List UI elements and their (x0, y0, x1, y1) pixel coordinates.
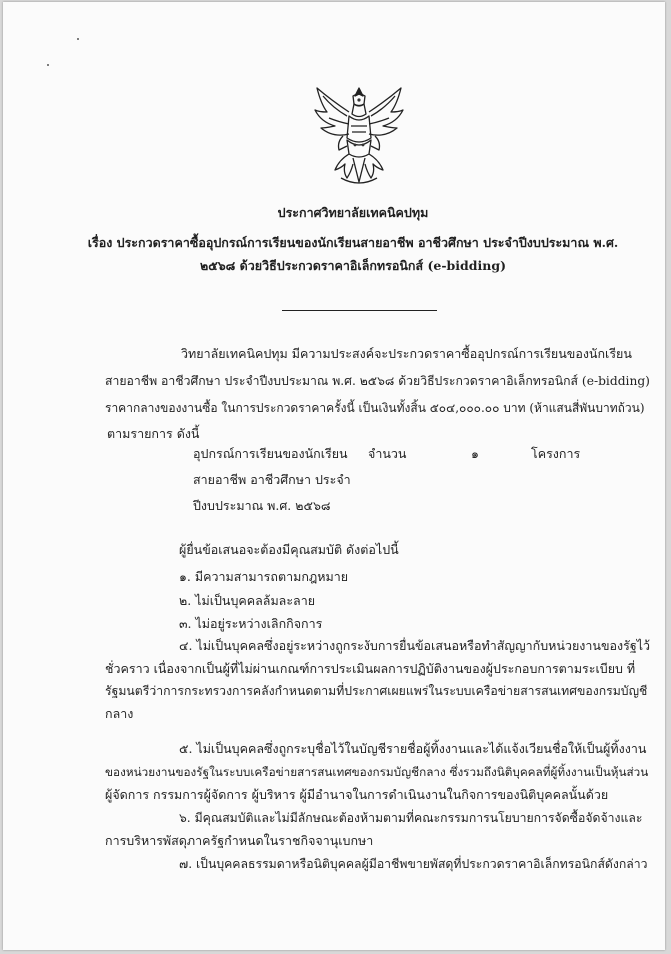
garuda-emblem-icon (311, 82, 407, 190)
item-name-line-1: อุปกรณ์การเรียนของนักเรียน (193, 446, 348, 461)
qualification-6-line-2: การบริหารพัสดุภาครัฐกำหนดในราชกิจจานุเบกษา (105, 833, 374, 848)
qualification-2: ๒. ไม่เป็นบุคคลล้มละลาย (179, 593, 316, 608)
intro-line-2: สายอาชีพ อาชีวศึกษา ประจำปีงบประมาณ พ.ศ. ๒๕๖๘ ด้วยวิธีประกวดราคาอิเล็กทรอนิกส์ (e-bidding) (105, 374, 650, 388)
org-title: ประกาศวิทยาลัยเทคนิคปทุม (277, 205, 429, 220)
scan-speck (47, 64, 49, 66)
item-name-line-3: ปีงบประมาณ พ.ศ. ๒๕๖๘ (193, 498, 331, 513)
item-name-line-2: สายอาชีพ อาชีวศึกษา ประจำ (193, 472, 351, 487)
intro-line-3: ราคากลางของงานซื้อ ในการประกวดราคาครั้งนี้ เป็นเงินทั้งสิ้น ๕๐๔,๐๐๐.๐๐ บาท (ห้าแสนสี่พันบาทถ้วน) (105, 401, 645, 415)
qualifications-heading: ผู้ยื่นข้อเสนอจะต้องมีคุณสมบัติ ดังต่อไปนี้ (179, 542, 399, 557)
item-unit: โครงการ (531, 446, 581, 461)
intro-line-4: ตามรายการ ดังนี้ (107, 426, 200, 441)
qualification-6-line-1: ๖. มีคุณสมบัติและไม่มีลักษณะต้องห้ามตามที่คณะกรรมการนโยบายการจัดซื้อจัดจ้างและ (179, 811, 643, 825)
qualification-5-line-3: ผู้จัดการ กรรมการผู้จัดการ ผู้บริหาร ผู้มีอำนาจในการดำเนินงานในกิจการของนิติบุคคลนั้นด้วย (105, 787, 609, 802)
qualification-4-line-2: ชั่วคราว เนื่องจากเป็นผู้ที่ไม่ผ่านเกณฑ์การประเมินผลการปฏิบัติงานของผู้ประกอบการตามระเบียบ ที่ (105, 661, 636, 676)
subject-line-1: เรื่อง ประกวดราคาซื้ออุปกรณ์การเรียนของนักเรียนสายอาชีพ อาชีวศึกษา ประจำปีงบประมาณ พ.ศ. (87, 235, 619, 250)
qualification-7: ๗. เป็นบุคคลธรรมดาหรือนิติบุคคลผู้มีอาชีพขายพัสดุที่ประกวดราคาอิเล็กทรอนิกส์ดังกล่าว (179, 857, 648, 871)
item-quantity-value: ๑ (471, 446, 479, 461)
qualification-3: ๓. ไม่อยู่ระหว่างเลิกกิจการ (179, 616, 323, 631)
subject-line-2: ๒๕๖๘ ด้วยวิธีประกวดราคาอิเล็กทรอนิกส์ (e-bidding) (200, 258, 506, 273)
document-page (3, 2, 665, 950)
title-divider (282, 310, 437, 311)
scan-speck (77, 38, 79, 40)
qualification-4-line-3: รัฐมนตรีว่าการกระทรวงการคลังกำหนดตามที่ประกาศเผยแพร่ในระบบเครือข่ายสารสนเทศของกรมบัญชี (105, 684, 648, 698)
qualification-5-line-1: ๕. ไม่เป็นบุคคลซึ่งถูกระบุชื่อไว้ในบัญชีรายชื่อผู้ทิ้งงานและได้แจ้งเวียนชื่อให้เป็นผู้ทิ้งงาน (179, 741, 647, 756)
qualification-1: ๑. มีความสามารถตามกฎหมาย (179, 569, 349, 584)
qualification-4-line-4: กลาง (105, 706, 134, 721)
qualification-4-line-1: ๔. ไม่เป็นบุคคลซึ่งอยู่ระหว่างถูกระงับการยื่นข้อเสนอหรือทำสัญญากับหน่วยงานของรัฐไว้ (179, 638, 651, 653)
item-quantity-label: จำนวน (368, 446, 407, 461)
intro-line-1: วิทยาลัยเทคนิคปทุม มีความประสงค์จะประกวดราคาซื้ออุปกรณ์การเรียนของนักเรียน (181, 346, 632, 361)
qualification-5-line-2: ของหน่วยงานของรัฐในระบบเครือข่ายสารสนเทศของกรมบัญชีกลาง ซึ่งรวมถึงนิติบุคคลที่ผู้ทิ้งงานเป็นหุ้นส่วน (105, 765, 649, 779)
